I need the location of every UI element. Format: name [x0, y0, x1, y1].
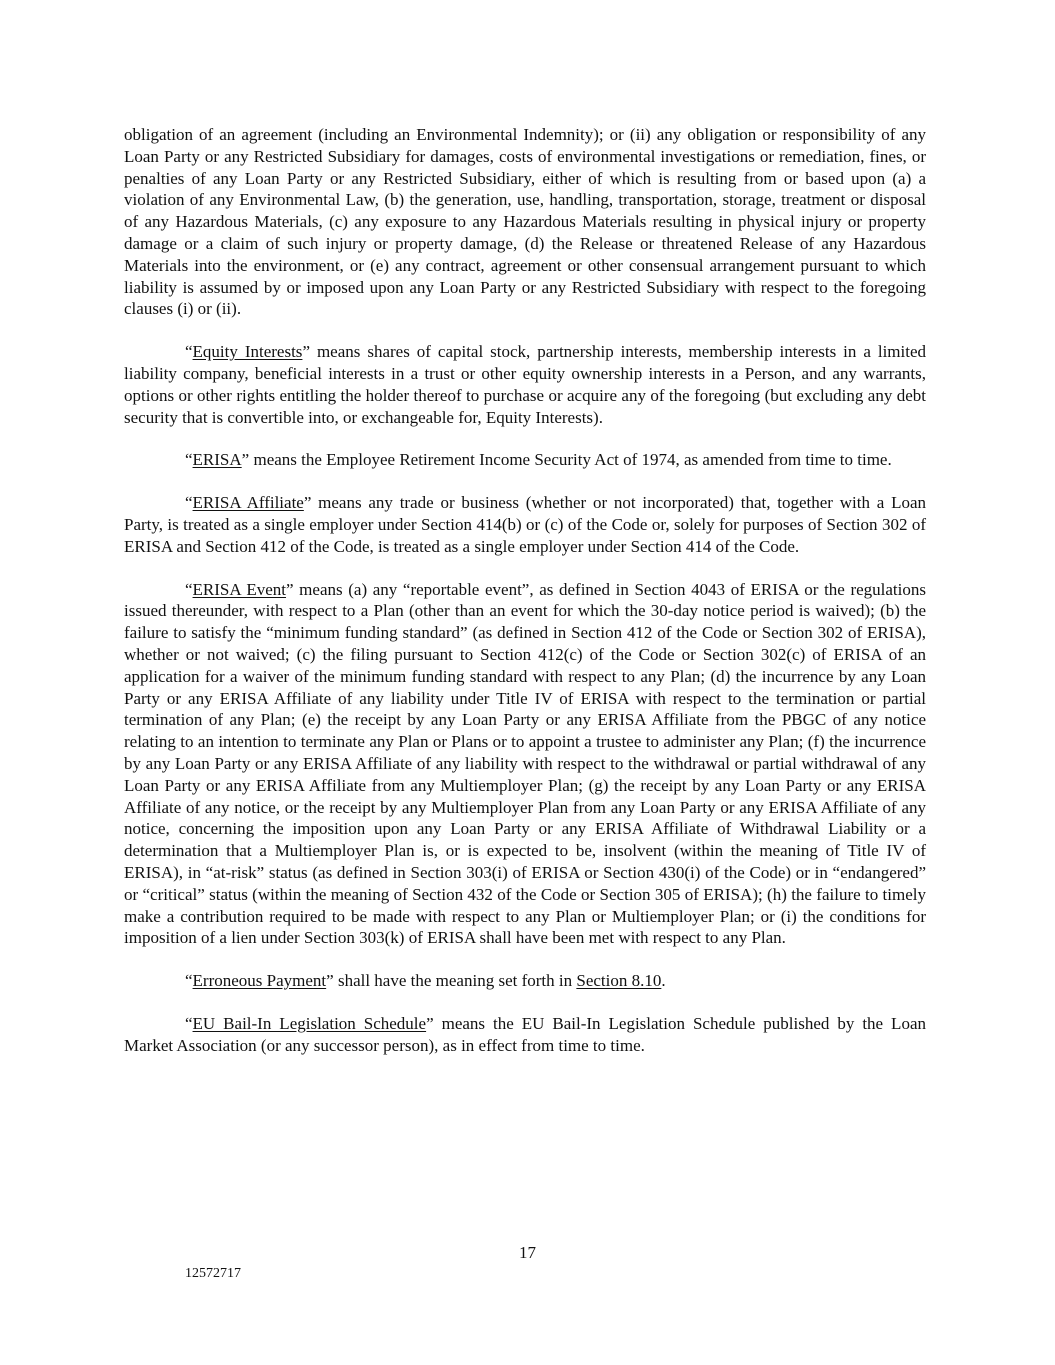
definition-erisa-event [124, 579, 926, 950]
defined-term: ERISA Event [192, 579, 287, 599]
definition-equity-interests [124, 341, 926, 428]
open-quote: “ [185, 493, 193, 513]
open-quote: “ [185, 342, 193, 362]
document-id: 12572717 [185, 1266, 241, 1281]
definition-text: ” means any trade or business (whether or not incorporated) that, together with a Loan Party, is treated as a single employer under Section 414(b) or (c) of the Code or, solely for purposes of Section 302 of ERISA and Section 412 of the Code, is treated as a single employer under Section 414 of the Code. [124, 493, 926, 556]
definition-continuation-paragraph: obligation of an agreement (including an Environmental Indemnity); or (ii) any obligation or responsibility of any Loan Party or any Restricted Subsidiary for damages, costs of environmental investigations or remediation, fines, or penalties of any Loan Party or any Restricted Subsidiary, either of which is resulting from or based upon (a) a violation of any Environmental Law, (b) the generation, use, handling, transportation, storage, treatment or disposal of any Hazardous Materials, (c) any exposure to any Hazardous Materials resulting in physical injury or property damage or a claim of such injury or property damage, (d) the Release or threatened Release of any Hazardous Materials into the environment, or (e) any contract, agreement or other consensual arrangement pursuant to which liability is assumed by or imposed upon any Loan Party or any Restricted Subsidiary with respect to the foregoing clauses (i) or (ii). [124, 125, 926, 319]
definition-text: ” means shares of capital stock, partnership interests, membership interests in a limited liability company, beneficial interests in a trust or other equity ownership interests in a Person, and any warrants, options or other rights entitling the holder thereof to purchase or acquire any of the foregoing (but excluding any debt security that is convertible into, or exchangeable for, Equity Interests). [124, 342, 927, 427]
definition-text: ” means (a) any “reportable event”, as defined in Section 4043 of ERISA or the regulations issued thereunder, with respect to a Plan (other than an event for which the 30-day notice period is waived); (b) the failure to satisfy the “minimum funding standard” (as defined in Section 412 of the Code or Section 302 of ERISA), whether or not waived; (c) the filing pursuant to Section 412(c) of the Code or Section 302(c) of ERISA of an application for a waiver of the minimum funding standard with respect to any Plan; (d) the incurrence by any Loan Party or any ERISA Affiliate of any liability under Title IV of ERISA with respect to the termination or partial termination of any Plan; (e) the receipt by any Loan Party or any ERISA Affiliate from the PBGC of any notice relating to an intention to terminate any Plan or Plans or to appoint a trustee to administer any Plan; (f) the incurrence by any Loan Party or any ERISA Affiliate of any liability with respect to the withdrawal or partial withdrawal of any Loan Party or any ERISA Affiliate from any Multiemployer Plan; (g) the receipt by any Loan Party or any ERISA Affiliate of any notice, or the receipt by any Multiemployer Plan from any Loan Party or any ERISA Affiliate of any notice, concerning the imposition upon any Loan Party or any ERISA Affiliate of Withdrawal Liability or a determination that a Multiemployer Plan is, or is expected to be, insolvent (within the meaning of Title IV of ERISA), in “at-risk” status (as defined in Section 303(i) of ERISA or Section 430(i) of the Code) or in “endangered” or “critical” status (within the meaning of Section 432 of the Code or Section 305 of ERISA); (h) the failure to timely make a contribution required to be made with respect to any Plan or Multiemployer Plan; or (i) the conditions for imposition of a lien under Section 303(k) of ERISA shall have been met with respect to any Plan. [124, 579, 926, 948]
page-number: 17 [519, 1243, 536, 1262]
definition-text: ” means the EU Bail-In Legislation Schedule published by the Loan Market Association (or any successor person), as in effect from time to time. [124, 1013, 926, 1055]
defined-term: Erroneous Payment [192, 971, 327, 991]
open-quote: “ [185, 971, 193, 991]
definition-text-end: . [661, 971, 666, 991]
open-quote: “ [185, 1013, 193, 1033]
definition-text: ” shall have the meaning set forth in [326, 971, 577, 991]
defined-term: Equity Interests [192, 342, 303, 362]
definition-erisa [124, 449, 926, 471]
open-quote: “ [185, 450, 193, 470]
open-quote: “ [185, 579, 193, 599]
defined-term: EU Bail-In Legislation Schedule [192, 1013, 427, 1033]
definition-eu-bail-in-schedule [124, 1013, 926, 1057]
section-cross-reference: Section 8.10 [576, 971, 662, 991]
definition-erisa-affiliate [124, 492, 926, 557]
definition-erroneous-payment [124, 970, 926, 992]
document-body [124, 124, 926, 1077]
defined-term: ERISA Affiliate [192, 493, 304, 513]
defined-term: ERISA [192, 450, 242, 470]
definition-text: ” means the Employee Retirement Income Security Act of 1974, as amended from time to time. [241, 450, 892, 470]
